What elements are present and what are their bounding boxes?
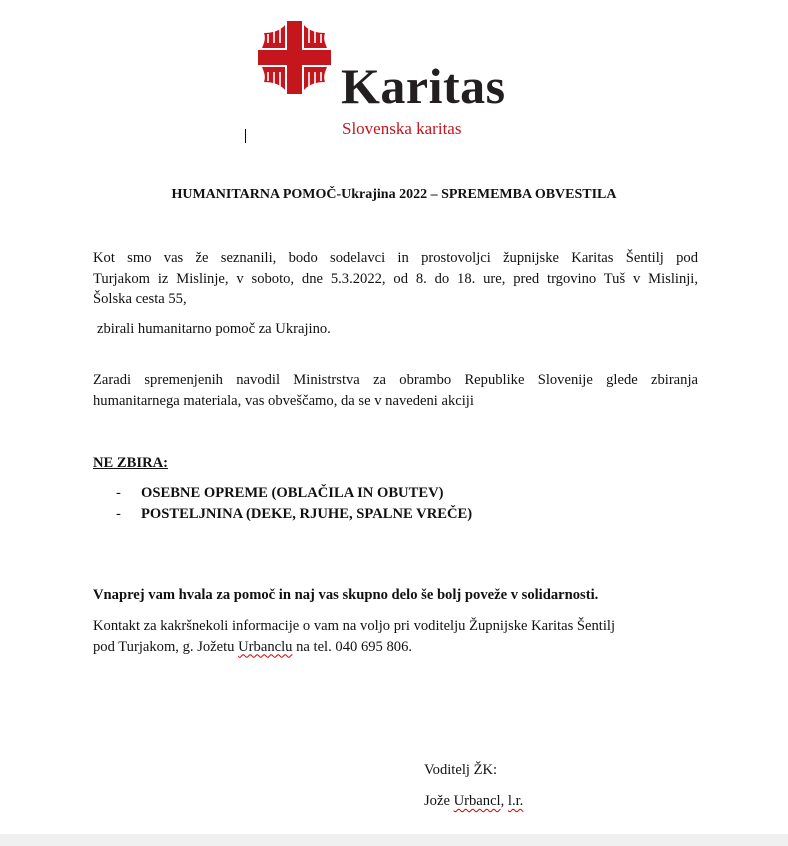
paragraph-line: Šolska cesta 55, bbox=[93, 291, 187, 307]
paragraph-change-notice bbox=[93, 370, 698, 411]
not-collecting-heading: NE ZBIRA: bbox=[93, 455, 169, 471]
paragraph-line: Kot smo vas že seznanili, bodo sodelavci in prostovoljci župnijske Karitas Šentilj pod bbox=[93, 250, 698, 266]
page-bottom-edge bbox=[0, 834, 788, 846]
list-dash: - bbox=[116, 506, 121, 522]
list-item-text: POSTELJNINA (DEKE, RJUHE, SPALNE VREČE) bbox=[141, 506, 473, 522]
caritas-cross-logo-icon bbox=[258, 21, 331, 94]
paragraph-line: Zaradi spremenjenih navodil Ministrstva za obrambo Republike Slovenije glede zbiranja bbox=[93, 372, 698, 388]
spellcheck-word: l.r. bbox=[507, 793, 524, 809]
paragraph-announcement bbox=[93, 248, 698, 310]
contact-line bbox=[93, 637, 698, 658]
signature-role: Voditelj ŽK: bbox=[424, 762, 498, 778]
signature-first-name: Jože bbox=[424, 793, 454, 809]
logo-subtitle: Slovenska karitas bbox=[342, 119, 462, 138]
contact-text: pod Turjakom, g. Jožetu bbox=[93, 638, 239, 655]
text-cursor bbox=[245, 129, 246, 143]
contact-line: Kontakt za kakršnekoli informacije o vam na voljo pri voditelju Župnijske Karitas Šentilj bbox=[93, 618, 616, 634]
paragraph-line: Turjakom iz Mislinje, v soboto, dne 5.3.2022, od 8. do 18. ure, pred trgovino Tuš v Mislinji, bbox=[93, 270, 698, 287]
signature-name bbox=[424, 791, 523, 811]
contact-phone-text: na tel. 040 695 806. bbox=[292, 638, 413, 655]
paragraph-collecting: zbirali humanitarno pomoč za Ukrajino. bbox=[97, 321, 331, 337]
thanks-note: Vnaprej vam hvala za pomoč in naj vas skupno delo še bolj poveže v solidarnosti. bbox=[93, 587, 599, 603]
spellcheck-word: Urbancl bbox=[453, 793, 501, 809]
paragraph-line: humanitarnega materiala, vas obveščamo, da se v navedeni akciji bbox=[93, 392, 474, 409]
signature-separator: , bbox=[500, 793, 508, 809]
list-item-text: OSEBNE OPREME (OBLAČILA IN OBUTEV) bbox=[141, 485, 444, 501]
document-title: HUMANITARNA POMOČ-Ukrajina 2022 – SPREMEMBA OBVESTILA bbox=[171, 187, 617, 202]
list-dash: - bbox=[116, 485, 121, 501]
contact-info bbox=[93, 616, 698, 657]
logo-wordmark: Karitas bbox=[341, 58, 506, 114]
spellcheck-word: Urbanclu bbox=[238, 638, 293, 655]
